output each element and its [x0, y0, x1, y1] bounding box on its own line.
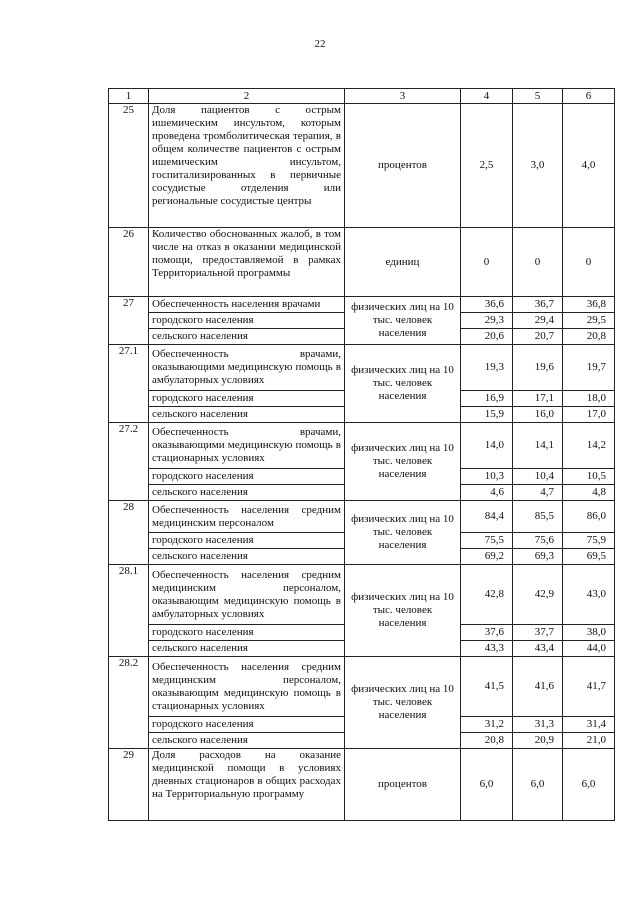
value-col-5: 20,9	[513, 733, 563, 749]
indicator-name: Обеспеченность врачами, оказывающими медицинскую помощь в амбулаторных условиях	[149, 345, 345, 391]
value-col-4: 14,0	[461, 423, 513, 469]
indicator-name: Количество обоснованных жалоб, в том числе на отказ в оказании медицинской помощи, предоставляемой в рамках Территориальной программы	[149, 228, 345, 297]
value-col-5: 75,6	[513, 533, 563, 549]
value-col-5: 10,4	[513, 469, 563, 485]
value-col-4: 20,6	[461, 329, 513, 345]
value-col-6: 38,0	[563, 625, 615, 641]
table-row	[109, 345, 615, 391]
value-col-4: 84,4	[461, 501, 513, 533]
header-col-1: 1	[109, 89, 149, 104]
indicator-name: городского населения	[149, 533, 345, 549]
value-col-6: 0	[563, 228, 615, 297]
value-col-5: 17,1	[513, 391, 563, 407]
row-number: 29	[109, 749, 149, 821]
table-row	[109, 228, 615, 297]
indicator-name: Обеспеченность населения средним медицинским персоналом, оказывающим медицинскую помощь в амбулаторных условиях	[149, 565, 345, 625]
indicator-name: сельского населения	[149, 641, 345, 657]
page-number: 22	[314, 38, 326, 50]
row-number: 25	[109, 104, 149, 228]
value-col-4: 43,3	[461, 641, 513, 657]
indicator-name: Обеспеченность населения врачами	[149, 297, 345, 313]
value-col-5: 42,9	[513, 565, 563, 625]
table-row	[109, 104, 615, 228]
value-col-5: 14,1	[513, 423, 563, 469]
value-col-5: 4,7	[513, 485, 563, 501]
unit: физических лиц на 10 тыс. человек населения	[345, 423, 461, 501]
unit: процентов	[345, 104, 461, 228]
value-col-4: 42,8	[461, 565, 513, 625]
value-col-5: 16,0	[513, 407, 563, 423]
indicator-name: Доля расходов на оказание медицинской помощи в условиях дневных стационаров в общих расходах на Территориальную программу	[149, 749, 345, 821]
value-col-6: 19,7	[563, 345, 615, 391]
value-col-4: 69,2	[461, 549, 513, 565]
indicator-name: сельского населения	[149, 733, 345, 749]
value-col-5: 37,7	[513, 625, 563, 641]
unit: физических лиц на 10 тыс. человек населения	[345, 297, 461, 345]
table-row	[109, 501, 615, 533]
value-col-5: 31,3	[513, 717, 563, 733]
indicator-name: городского населения	[149, 469, 345, 485]
value-col-4: 36,6	[461, 297, 513, 313]
header-col-6: 6	[563, 89, 615, 104]
row-number: 27.2	[109, 423, 149, 501]
table-row	[109, 565, 615, 625]
unit: физических лиц на 10 тыс. человек населения	[345, 657, 461, 749]
indicator-name: городского населения	[149, 313, 345, 329]
header-col-5: 5	[513, 89, 563, 104]
row-number: 28.1	[109, 565, 149, 657]
value-col-6: 20,8	[563, 329, 615, 345]
value-col-4: 10,3	[461, 469, 513, 485]
value-col-5: 69,3	[513, 549, 563, 565]
value-col-5: 3,0	[513, 104, 563, 228]
value-col-4: 6,0	[461, 749, 513, 821]
value-col-5: 29,4	[513, 313, 563, 329]
row-number: 27.1	[109, 345, 149, 423]
value-col-4: 75,5	[461, 533, 513, 549]
value-col-6: 17,0	[563, 407, 615, 423]
table-row	[109, 297, 615, 313]
value-col-6: 43,0	[563, 565, 615, 625]
value-col-5: 0	[513, 228, 563, 297]
indicator-name: городского населения	[149, 391, 345, 407]
value-col-4: 4,6	[461, 485, 513, 501]
value-col-6: 4,8	[563, 485, 615, 501]
value-col-6: 44,0	[563, 641, 615, 657]
value-col-5: 6,0	[513, 749, 563, 821]
value-col-6: 69,5	[563, 549, 615, 565]
value-col-4: 19,3	[461, 345, 513, 391]
value-col-5: 85,5	[513, 501, 563, 533]
value-col-6: 41,7	[563, 657, 615, 717]
header-row	[109, 89, 615, 104]
value-col-4: 16,9	[461, 391, 513, 407]
indicator-name: сельского населения	[149, 329, 345, 345]
header-col-4: 4	[461, 89, 513, 104]
row-number: 28.2	[109, 657, 149, 749]
value-col-4: 0	[461, 228, 513, 297]
value-col-4: 31,2	[461, 717, 513, 733]
value-col-4: 15,9	[461, 407, 513, 423]
unit: процентов	[345, 749, 461, 821]
unit: физических лиц на 10 тыс. человек населения	[345, 565, 461, 657]
indicators-table	[108, 88, 615, 821]
value-col-6: 29,5	[563, 313, 615, 329]
table-row	[109, 423, 615, 469]
indicator-name: городского населения	[149, 717, 345, 733]
value-col-5: 20,7	[513, 329, 563, 345]
indicator-name: городского населения	[149, 625, 345, 641]
value-col-4: 37,6	[461, 625, 513, 641]
value-col-5: 43,4	[513, 641, 563, 657]
value-col-6: 14,2	[563, 423, 615, 469]
value-col-4: 2,5	[461, 104, 513, 228]
value-col-6: 18,0	[563, 391, 615, 407]
unit: физических лиц на 10 тыс. человек населения	[345, 345, 461, 423]
value-col-5: 41,6	[513, 657, 563, 717]
value-col-6: 10,5	[563, 469, 615, 485]
unit: физических лиц на 10 тыс. человек населения	[345, 501, 461, 565]
header-col-2: 2	[149, 89, 345, 104]
indicator-name: Обеспеченность населения средним медицинским персоналом	[149, 501, 345, 533]
value-col-5: 19,6	[513, 345, 563, 391]
indicator-name: сельского населения	[149, 485, 345, 501]
indicator-name: Обеспеченность врачами, оказывающими медицинскую помощь в стационарных условиях	[149, 423, 345, 469]
value-col-4: 29,3	[461, 313, 513, 329]
value-col-4: 41,5	[461, 657, 513, 717]
row-number: 28	[109, 501, 149, 565]
indicator-name: сельского населения	[149, 407, 345, 423]
indicator-name: Доля пациентов с острым ишемическим инсультом, которым проведена тромболитическая терапия, в общем количестве пациентов с острым ишемическим инсультом, госпитализированных в первичные сосудистые отделения или региональные сосудистые центры	[149, 104, 345, 228]
row-number: 27	[109, 297, 149, 345]
value-col-6: 6,0	[563, 749, 615, 821]
row-number: 26	[109, 228, 149, 297]
unit: единиц	[345, 228, 461, 297]
value-col-6: 86,0	[563, 501, 615, 533]
indicator-name: сельского населения	[149, 549, 345, 565]
value-col-6: 75,9	[563, 533, 615, 549]
indicator-name: Обеспеченность населения средним медицинским персоналом, оказывающим медицинскую помощь в стационарных условиях	[149, 657, 345, 717]
table-row	[109, 657, 615, 717]
value-col-4: 20,8	[461, 733, 513, 749]
table-row	[109, 749, 615, 821]
value-col-5: 36,7	[513, 297, 563, 313]
value-col-6: 4,0	[563, 104, 615, 228]
value-col-6: 36,8	[563, 297, 615, 313]
value-col-6: 31,4	[563, 717, 615, 733]
value-col-6: 21,0	[563, 733, 615, 749]
header-col-3: 3	[345, 89, 461, 104]
